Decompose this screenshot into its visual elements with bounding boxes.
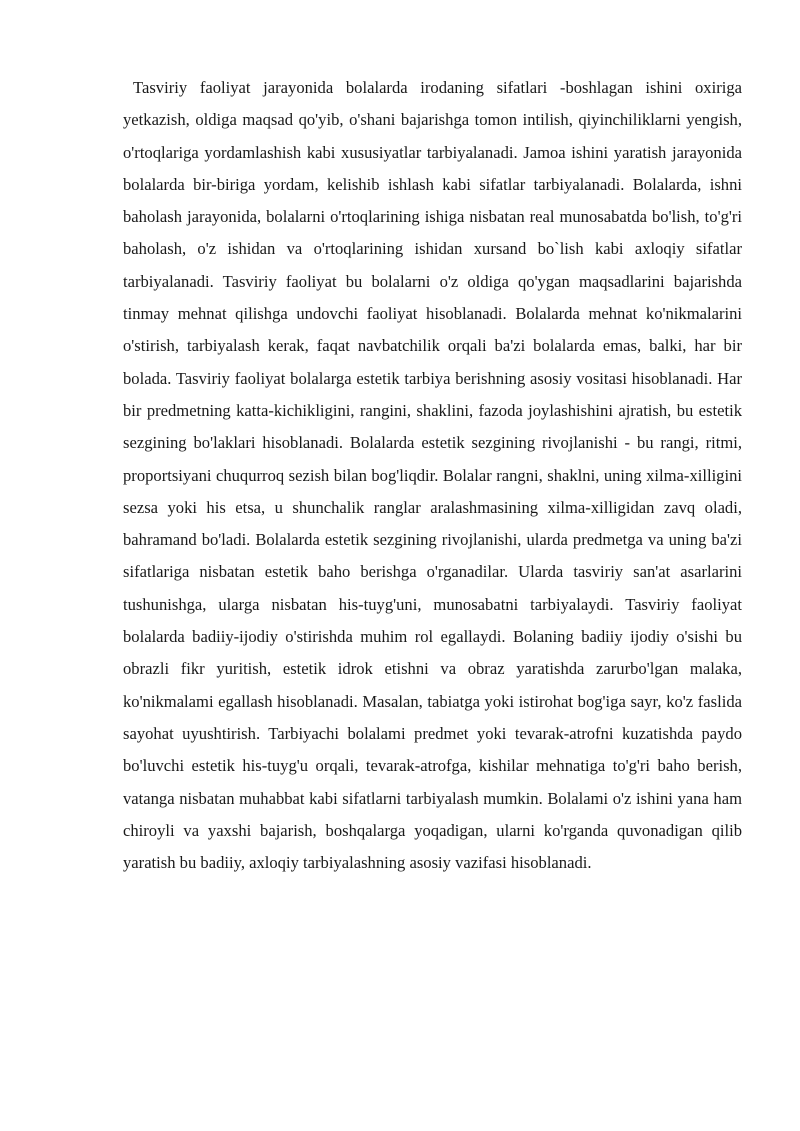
document-page bbox=[123, 72, 742, 879]
body-paragraph: Tasviriy faoliyat jarayonida bolalarda irodaning sifatlari -boshlagan ishini oxiriga yetkazish, oldiga maqsad qo'yib, o'shani bajarishga tomon intilish, qiyinchiliklarni yengish, o'rtoqlariga yordamlashish kabi xususiyatlar tarbiyalanadi. Jamoa ishini yaratish jarayonida bolalarda bir-biriga yordam, kelishib ishlash kabi sifatlar tarbiyalanadi. Bolalarda, ishni baholash jarayonida, bolalarni o'rtoqlarining ishiga nisbatan real munosabatda bo'lish, to'g'ri baholash, o'z ishidan va o'rtoqlarining ishidan xursand bo`lish kabi axloqiy sifatlar tarbiyalanadi. Tasviriy faoliyat bu bolalarni o'z oldiga qo'ygan maqsadlarini bajarishda tinmay mehnat qilishga undovchi faoliyat hisoblanadi. Bolalarda mehnat ko'nikmalarini o'stirish, tarbiyalash kerak, faqat navbatchilik orqali ba'zi bolalarda emas, balki, har bir bolada. Tasviriy faoliyat bolalarga estetik tarbiya berishning asosiy vositasi hisoblanadi. Har bir predmetning katta-kichikligini, rangini, shaklini, fazoda joylashishini ajratish, bu estetik sezgining bo'laklari hisoblanadi. Bolalarda estetik sezgining rivojlanishi - bu rangi, ritmi, proportsiyani chuqurroq sezish bilan bog'liqdir. Bolalar rangni, shaklni, uning xilma-xilligini sezsa yoki his etsa, u shunchalik ranglar aralashmasining xilma-xilligidan zavq oladi, bahramand bo'ladi. Bolalarda estetik sezgining rivojlanishi, ularda predmetga va uning ba'zi sifatlariga nisbatan estetik baho berishga o'rganadilar. Ularda tasviriy san'at asarlarini tushunishga, ularga nisbatan his-tuyg'uni, munosabatni tarbiyalaydi. Tasviriy faoliyat bolalarda badiiy-ijodiy o'stirishda muhim rol egallaydi. Bolaning badiiy ijodiy o'sishi bu obrazli fikr yuritish, estetik idrok etishni va obraz yaratishda zarurbo'lgan malaka, ko'nikmalami egallash hisoblanadi. Masalan, tabiatga yoki istirohat bog'iga sayr, ko'z faslida sayohat uyushtirish. Tarbiyachi bolalami predmet yoki tevarak-atrofni kuzatishda paydo bo'luvchi estetik his-tuyg'u orqali, tevarak-atrofga, kishilar mehnatiga to'g'ri baho berish, vatanga nisbatan muhabbat kabi sifatlarni tarbiyalash mumkin. Bolalami o'z ishini yana ham chiroyli va yaxshi bajarish, boshqalarga yoqadigan, ularni ko'rganda quvonadigan qilib yaratish bu badiiy, axloqiy tarbiyalashning asosiy vazifasi hisoblanadi. bbox=[123, 78, 742, 873]
